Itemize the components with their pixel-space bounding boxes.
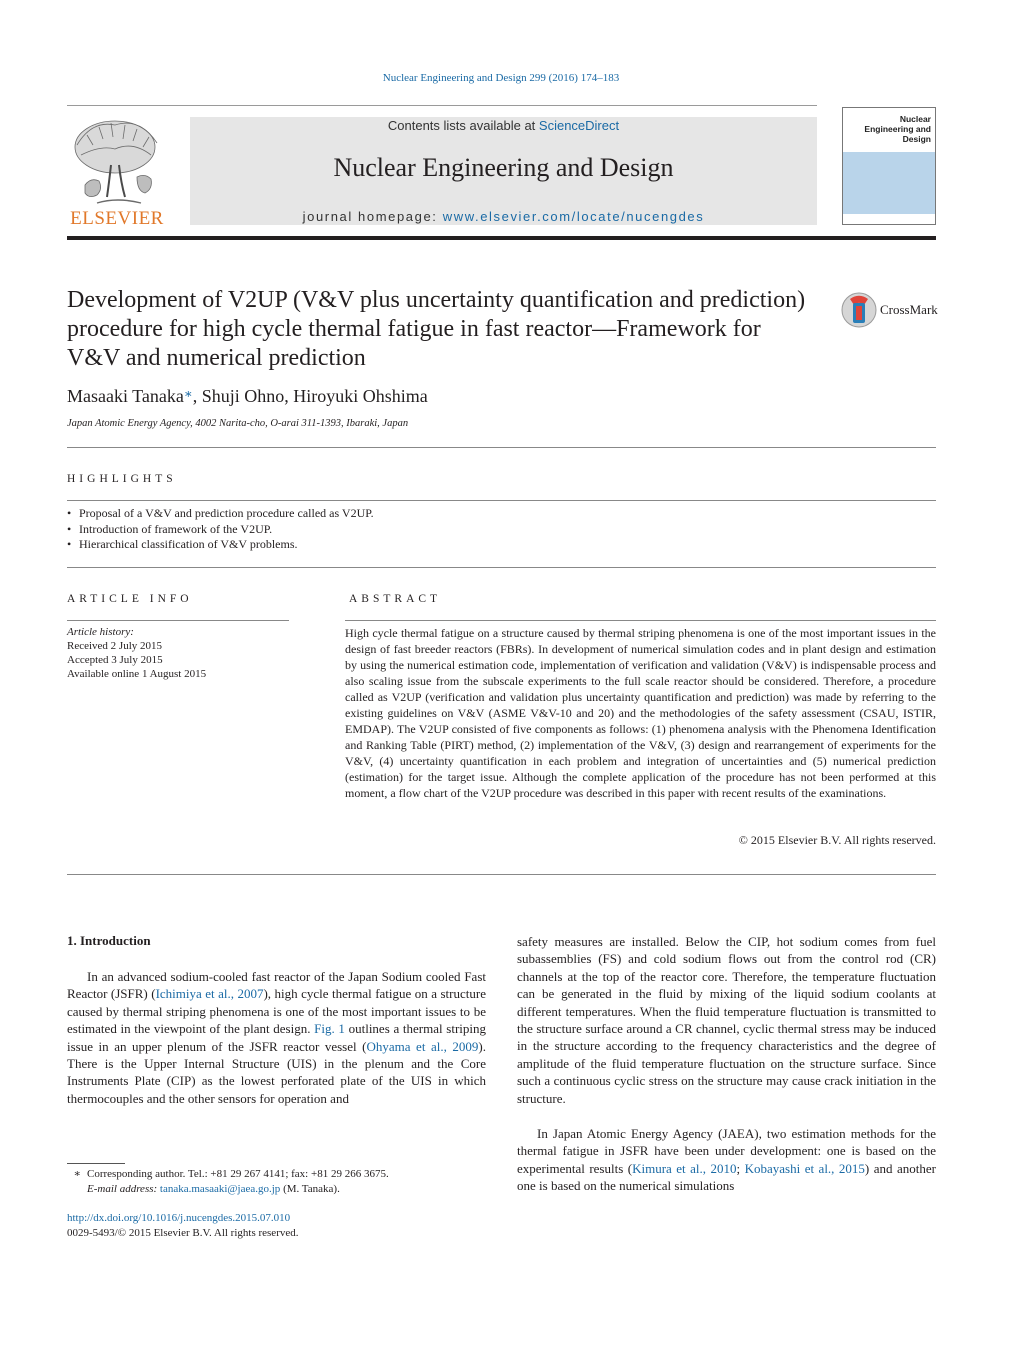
body-text: In Japan Atomic Energy Agency (JAEA), two estimation methods for the thermal fatigue in JSFR have been under development: one is based on the experimental results ( [517,1126,936,1176]
elsevier-wordmark: ELSEVIER [70,208,164,229]
history-label: Article history: [67,626,134,638]
citation-link[interactable]: Kobayashi et al., 2015 [744,1160,865,1176]
highlight-item: • Hierarchical classification of V&V problems. [67,537,936,553]
citation-link[interactable]: Ohyama et al., 2009 [366,1038,479,1054]
doi-block [67,1211,299,1241]
section-rule [345,620,936,621]
citation-link[interactable]: Kimura et al., 2010 [632,1160,737,1176]
body-text: ). There is the Upper Internal Structure (UIS) in the plenum and the Core Instruments Plate (CIP) as the lowest perforated plate of the UIS in which thermocouples and the other sensors for operation and [67,1038,486,1106]
body-text: ) and another one is based on the numerical simulations [517,1160,936,1194]
sciencedirect-link[interactable]: ScienceDirect [538,118,620,133]
corresponding-author-note [67,1167,486,1182]
email-suffix: (M. Tanaka). [280,1183,340,1195]
body-paragraph-1 [67,968,486,1107]
article-history [67,625,289,681]
figure-link[interactable]: Fig. 1 [314,1021,345,1037]
highlights-heading: HIGHLIGHTS [67,473,177,485]
section-rule [67,567,936,568]
accepted-date: Accepted 3 July 2015 [67,654,163,666]
section-heading-introduction: 1. Introduction [67,933,151,948]
body-text: outlines a thermal striping issue in an upper plenum of the JSFR reactor vessel ( [67,1021,487,1054]
journal-homepage [190,209,817,224]
abstract-text: High cycle thermal fatigue on a structure caused by thermal striping phenomena is one of the most important issues in the design of fast breeder reactors (FBRs). In development of numerical simulation codes and in plant design and estimation by using the numerical estimation code, implementation of verification and validation (V&V) is indispensable process and also scaling issue from the subscale experiments to the full scale reactor should be considered. Therefore, a procedure called as V2UP (verification and validation plus uncertainty quantification and prediction) was made by referring to the existing guidelines on V&V (ASME V&V-10 and 20) and the methodologies of the safety assessment (CSAU, ISTIR, EMDAP). The V2UP consisted of five components as follows: (1) phenomena analysis with the Phenomena Identification and Ranking Table (PIRT) method, (2) implementation of the V&V, (3) design and rearrangement of experiments for the V&V, (4) uncertainty quantification in each problem and integration of uncertainties and (5) numerical prediction (estimation) for the target issue. Although the complete application of the procedure has not been performed at this moment, a flow chart of the V2UP procedure was described in this paper with recent results of the examinations. [345,626,936,800]
journal-name: Nuclear Engineering and Design [333,153,674,182]
highlight-item: • Introduction of framework of the V2UP. [67,522,936,538]
email-link[interactable]: tanaka.masaaki@jaea.go.jp [159,1183,281,1195]
corresponding-author-mark[interactable]: ∗ [183,386,193,401]
section-rule [67,447,936,448]
cover-bottom-band [843,214,935,224]
footnote [67,1167,486,1197]
article-title: Development of V2UP (V&V plus uncertainty quantification and prediction) procedure for high cycle thermal fatigue in fast reactor—Framework for V&V and numerical prediction [67,287,806,371]
header-thick-rule [67,236,936,240]
journal-cover-thumbnail[interactable] [842,107,936,225]
body-paragraph-2 [517,1125,936,1195]
journal-banner [190,117,817,225]
body-text: ), high cycle thermal fatigue on a structure caused by thermal striping phenomena is one of the most important issues to be estimated in the viewpoint of the plant design. [67,986,486,1037]
email-label: E-mail address: [87,1183,160,1195]
body-text: ; [736,1160,745,1176]
issn-copyright: 0029-5493/© 2015 Elsevier B.V. All rights reserved. [67,1227,299,1239]
footnote-mark: ∗ [73,1168,81,1180]
email-note [67,1182,486,1197]
cover-blue-panel [843,152,935,214]
section-rule [67,620,289,621]
abstract-copyright: © 2015 Elsevier B.V. All rights reserved. [738,833,936,847]
corresponding-text: Corresponding author. Tel.: +81 29 267 4141; fax: +81 29 266 3675. [87,1168,389,1180]
cover-title: Nuclear Engineering and Design [864,114,931,144]
contents-availability [190,118,817,133]
online-date: Available online 1 August 2015 [67,668,207,680]
highlight-item: • Proposal of a V&V and prediction procedure called as V2UP. [67,506,936,522]
homepage-link[interactable]: www.elsevier.com/locate/nucengdes [442,209,705,224]
contents-prefix: Contents lists available at [387,118,539,133]
doi-link[interactable]: http://dx.doi.org/10.1016/j.nucengdes.2015.07.010 [67,1212,291,1224]
crossmark-label[interactable]: CrossMark [880,302,938,317]
author-names-rest: , Shuji Ohno, Hiroyuki Ohshima [192,386,428,406]
header-top-rule [67,105,817,106]
body-paragraph-1-continued: safety measures are installed. Below the CIP, hot sodium comes from fuel subassemblies (FS) and cold sodium flows out from the control rod (CR) channels at the top of the reactor core. Therefore, the temperature fluctuation can be generated in the fluid by mixing of the liquid sodium coolants at different temperatures. When the fluid temperature fluctuation is transmitted to the structure surface around a CR channel, cyclic thermal stress may be induced in the structure according to the frequency characteristics and the degree of amplitude of the fluid temperature fluctuation on the structure surface. Since such a continuous cyclic stress on the structure may cause crack initiation in the structure. [517,934,936,1106]
section-rule [67,500,936,501]
citation-link[interactable]: Ichimiya et al., 2007 [155,986,264,1002]
author-name-first: Masaaki Tanaka [67,386,184,406]
section-rule [67,874,936,875]
received-date: Received 2 July 2015 [67,640,163,652]
journal-citation[interactable]: Nuclear Engineering and Design 299 (2016) 174–183 [382,72,620,84]
author-affiliation: Japan Atomic Energy Agency, 4002 Narita-cho, O-arai 311-1393, Ibaraki, Japan [67,418,409,429]
homepage-prefix: journal homepage: [302,209,443,224]
highlights-list [67,506,936,553]
footnote-rule [67,1163,125,1164]
abstract-heading: ABSTRACT [349,593,442,605]
article-info-heading: ARTICLE INFO [67,593,193,605]
body-text: In an advanced sodium-cooled fast reactor of the Japan Sodium cooled Fast Reactor (JSFR) ( [67,969,486,1002]
author-list [67,386,428,407]
